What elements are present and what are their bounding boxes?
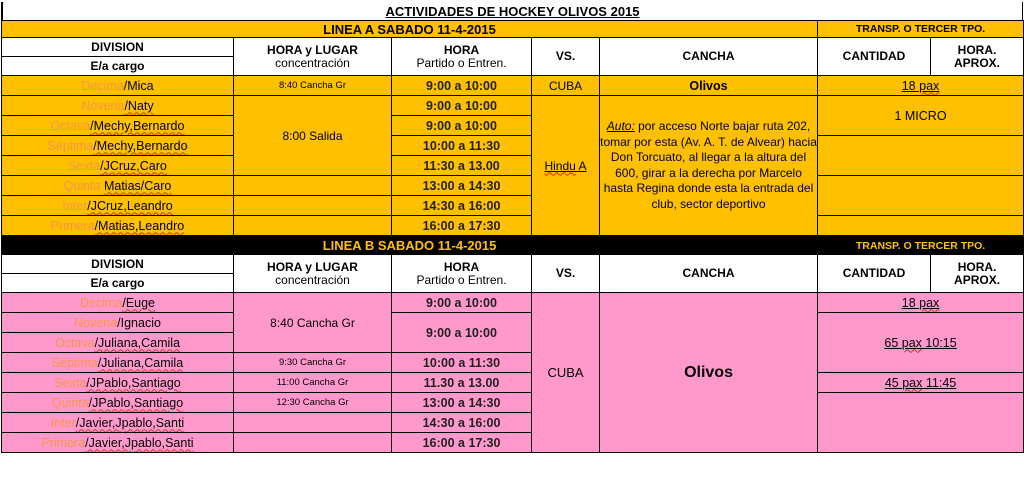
- table-row: [2, 373, 1024, 393]
- division-cell: Novena/Ignacio: [2, 313, 234, 333]
- table-row: [2, 393, 1024, 413]
- header-cancha: CANCHA: [600, 38, 818, 76]
- cantidad-cell-empty: [818, 216, 1024, 236]
- concentracion-cell: 8:40 Cancha Gr: [234, 293, 392, 353]
- header-cantidad: CANTIDAD: [818, 255, 931, 293]
- hora-cell: 9:00 a 10:00: [392, 313, 532, 353]
- table-row: [2, 313, 1024, 333]
- cancha-cell: Olivos: [600, 76, 818, 96]
- linea-a-band-title: LINEA A SABADO 11-4-2015: [2, 21, 818, 38]
- header-division: DIVISION: [2, 255, 234, 274]
- table-row: [2, 216, 1024, 236]
- hora-cell: 9:00 a 10:00: [392, 116, 532, 136]
- hora-cell: 14:30 a 16:00: [392, 196, 532, 216]
- linea-a-header-row-1: [2, 38, 1024, 57]
- cantidad-cell-empty: [818, 393, 1024, 453]
- hora-cell: 14:30 a 16:00: [392, 413, 532, 433]
- division-cell: Quinta Matias/Caro: [2, 176, 234, 196]
- page-title-text: ACTIVIDADES DE HOCKEY OLIVOS 2015: [385, 3, 640, 19]
- division-cell: Novena/Naty: [2, 96, 234, 116]
- hora-cell: 13:00 a 14:30: [392, 393, 532, 413]
- linea-b-header-row-1: [2, 255, 1024, 274]
- concentracion-cell: 12:30 Cancha Gr: [234, 393, 392, 413]
- header-hora-aprox: HORA. APROX.: [931, 255, 1024, 293]
- concentracion-cell: 11:00 Cancha Gr: [234, 373, 392, 393]
- table-row: [2, 176, 1024, 196]
- header-vs: VS.: [532, 255, 600, 293]
- division-cell: Séptima/Juliana,Camila: [2, 353, 234, 373]
- concentracion-cell: 8:00 Salida: [234, 96, 392, 176]
- linea-a-band-row: [2, 21, 1024, 38]
- hora-cell: 9:00 a 10:00: [392, 96, 532, 116]
- linea-a-transp-header: TRANSP. O TERCER TPO.: [818, 21, 1024, 38]
- cantidad-cell: 18 pax: [818, 293, 1024, 313]
- header-cancha: CANCHA: [600, 255, 818, 293]
- concentracion-cell-empty: [234, 196, 392, 216]
- concentracion-cell-empty: [234, 413, 392, 433]
- vs-cell: CUBA: [532, 76, 600, 96]
- division-cell: Octava/Mechy,Bernardo: [2, 116, 234, 136]
- table-row: [2, 96, 1024, 116]
- page-title: [1, 2, 1023, 20]
- hora-cell: 16:00 a 17:30: [392, 433, 532, 453]
- hora-cell: 10:00 a 11:30: [392, 353, 532, 373]
- header-hora-aprox: HORA. APROX.: [931, 38, 1024, 76]
- hora-cell: 9:00 a 10:00: [392, 76, 532, 96]
- linea-a-table: [1, 20, 1024, 236]
- cantidad-cell: 18 pax: [818, 76, 1024, 96]
- table-row: [2, 136, 1024, 156]
- division-cell: Sexta/JPablo,Santiago: [2, 373, 234, 393]
- division-cell: Inter/Javier,Jpablo,Santi: [2, 413, 234, 433]
- division-cell: Primera/Javier,Jpablo,Santi: [2, 433, 234, 453]
- linea-b-band-row: [2, 237, 1024, 255]
- division-cell: Quinta/JPablo,Santiago: [2, 393, 234, 413]
- concentracion-cell: 8:40 Cancha Gr: [234, 76, 392, 96]
- concentracion-cell-empty: [234, 216, 392, 236]
- cantidad-cell: 45 pax 11:45: [818, 373, 1024, 393]
- division-cell: Octava/Juliana,Camila: [2, 333, 234, 353]
- hora-cell: 10:00 a 11:30: [392, 136, 532, 156]
- division-cell: Primera/Matias,Leandro: [2, 216, 234, 236]
- concentracion-cell-empty: [234, 176, 392, 196]
- header-hora-lugar: HORA y LUGAR concentración: [234, 38, 392, 76]
- division-cell: Decima/Euge: [2, 293, 234, 313]
- cantidad-cell: 65 pax 10:15: [818, 313, 1024, 373]
- cantidad-cell-empty: [818, 136, 1024, 176]
- table-row: [2, 293, 1024, 313]
- header-hora: HORA Partido o Entren.: [392, 255, 532, 293]
- header-vs: VS.: [532, 38, 600, 76]
- table-row: [2, 76, 1024, 96]
- cancha-directions-cell: Auto: por acceso Norte bajar ruta 202, tomar por esta (Av. A. T. de Alvear) hacia Don Torcuato, al llegar a la altura del 600, girar a la derecha por Marcelo hasta Regina donde esta la entrada del club, sector deportivo: [600, 96, 818, 236]
- linea-b-band-title: LINEA B SABADO 11-4-2015: [2, 237, 818, 255]
- header-cargo: E/a cargo: [2, 274, 234, 293]
- cancha-cell: Olivos: [600, 293, 818, 453]
- header-division: DIVISION: [2, 38, 234, 57]
- cantidad-cell: 1 MICRO: [818, 96, 1024, 136]
- header-cantidad: CANTIDAD: [818, 38, 931, 76]
- header-hora: HORA Partido o Entren.: [392, 38, 532, 76]
- hora-cell: 11:30 a 13.00: [392, 156, 532, 176]
- division-cell: Sexta/JCruz,Caro: [2, 156, 234, 176]
- division-cell: Séptima/Mechy,Bernardo: [2, 136, 234, 156]
- hora-cell: 13:00 a 14:30: [392, 176, 532, 196]
- division-cell: Decima/Mica: [2, 76, 234, 96]
- header-hora-lugar: HORA y LUGAR concentración: [234, 255, 392, 293]
- linea-b-transp-header: TRANSP. O TERCER TPO.: [818, 237, 1024, 255]
- vs-cell: Hindu A: [532, 96, 600, 236]
- concentracion-cell: 9:30 Cancha Gr: [234, 353, 392, 373]
- header-cargo: E/a cargo: [2, 57, 234, 76]
- linea-b-table: [1, 236, 1024, 453]
- concentracion-cell-empty: [234, 433, 392, 453]
- division-cell: Inter/JCruz,Leandro: [2, 196, 234, 216]
- hora-cell: 11.30 a 13.00: [392, 373, 532, 393]
- hora-cell: 9:00 a 10:00: [392, 293, 532, 313]
- cantidad-cell-empty: [818, 176, 1024, 216]
- hora-cell: 16:00 a 17:30: [392, 216, 532, 236]
- vs-cell: CUBA: [532, 293, 600, 453]
